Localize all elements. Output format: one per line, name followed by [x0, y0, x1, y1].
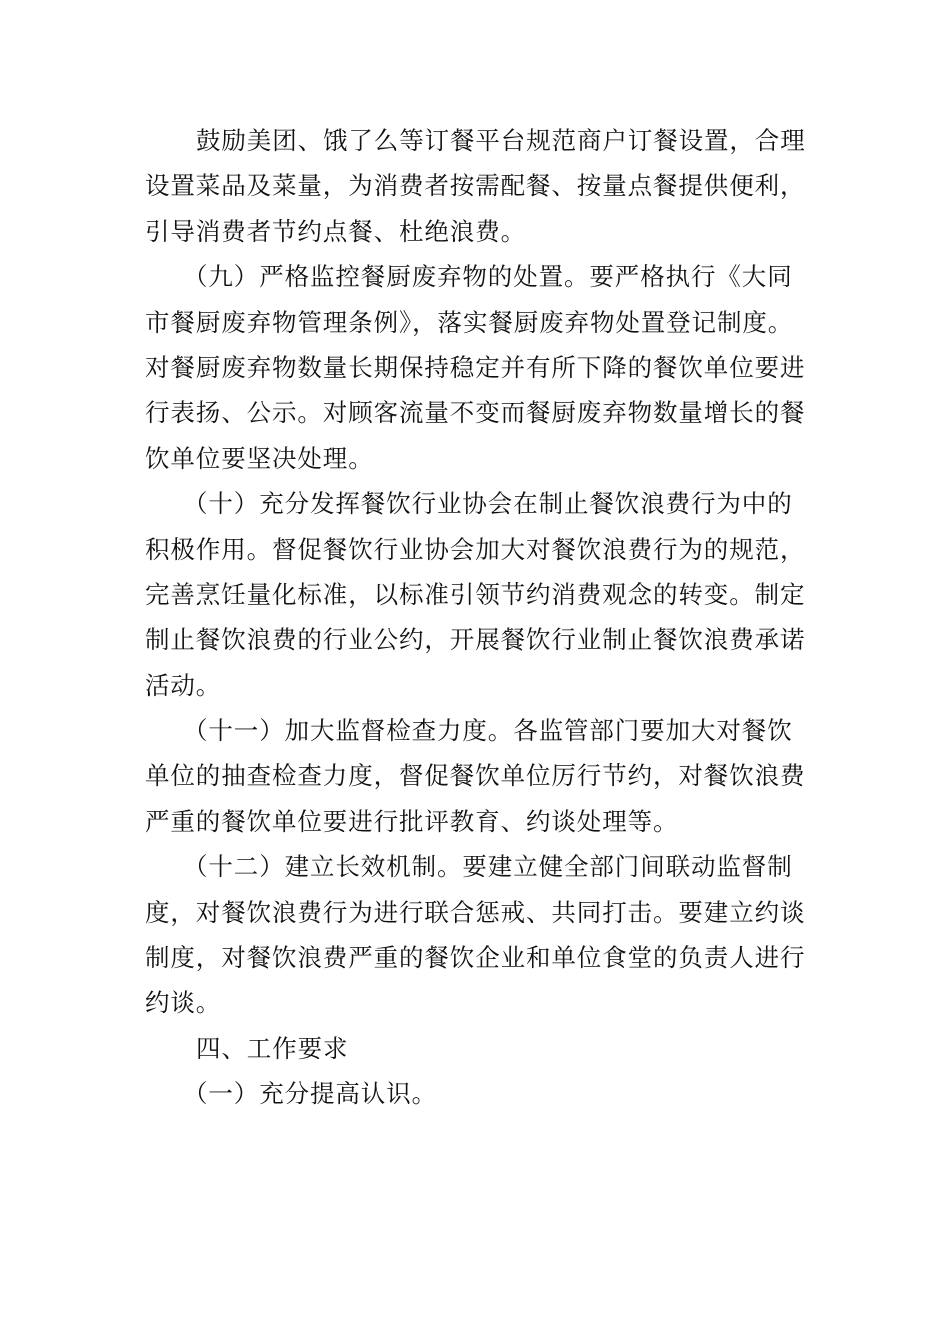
text-line: （十）充分发挥餐饮行业协会在制止餐饮浪费行为中的: [183, 489, 793, 519]
text-line: 鼓励美团、饿了么等订餐平台规范商户订餐设置，合理: [196, 126, 806, 155]
text-line: 单位的抽查检查力度，督促餐饮单位厉行节约，对餐饮浪费: [145, 761, 806, 791]
text-line: （十一）加大监督检查力度。各监管部门要加大对餐饮: [183, 716, 793, 746]
paragraph-item-9: [145, 254, 815, 481]
subsection-heading: [145, 1071, 815, 1116]
text-line: 对餐厨废弃物数量长期保持稳定并有所下降的餐饮单位要进: [145, 352, 806, 382]
subsection-heading-text: （一）充分提高认识。: [183, 1079, 437, 1109]
section-heading: [145, 1026, 815, 1071]
text-line: 约谈。: [145, 988, 222, 1018]
text-line: 活动。: [145, 670, 222, 700]
paragraph-item-12: [145, 844, 815, 1026]
text-line: 行表扬、公示。对顾客流量不变而餐厨废弃物数量增长的餐: [145, 398, 806, 428]
paragraph-platform-ordering: [145, 118, 815, 254]
text-line: 积极作用。督促餐饮行业协会加大对餐饮浪费行为的规范，: [145, 534, 806, 564]
text-line: 设置菜品及菜量，为消费者按需配餐、按量点餐提供便利，: [145, 171, 806, 201]
text-line: （十二）建立长效机制。要建立健全部门间联动监督制: [183, 852, 793, 882]
text-line: 度，对餐饮浪费行为进行联合惩戒、共同打击。要建立约谈: [145, 897, 806, 927]
text-line: 完善烹饪量化标准，以标准引领节约消费观念的转变。制定: [145, 579, 806, 609]
paragraph-item-11: [145, 708, 815, 844]
text-line: 制度，对餐饮浪费严重的餐饮企业和单位食堂的负责人进行: [145, 943, 806, 973]
text-line: 制止餐饮浪费的行业公约，开展餐饮行业制止餐饮浪费承诺: [145, 625, 806, 655]
paragraph-item-10: [145, 481, 815, 708]
text-line: （九）严格监控餐厨废弃物的处置。要严格执行《大同: [183, 262, 793, 292]
document-page: [145, 118, 815, 1117]
text-line: 严重的餐饮单位要进行批评教育、约谈处理等。: [145, 806, 679, 836]
text-line: 饮单位要坚决处理。: [145, 443, 374, 473]
section-heading-text: 四、工作要求: [196, 1033, 349, 1063]
text-line: 市餐厨废弃物管理条例》，落实餐厨废弃物处置登记制度。: [145, 307, 794, 337]
text-line: 引导消费者节约点餐、杜绝浪费。: [145, 216, 526, 246]
